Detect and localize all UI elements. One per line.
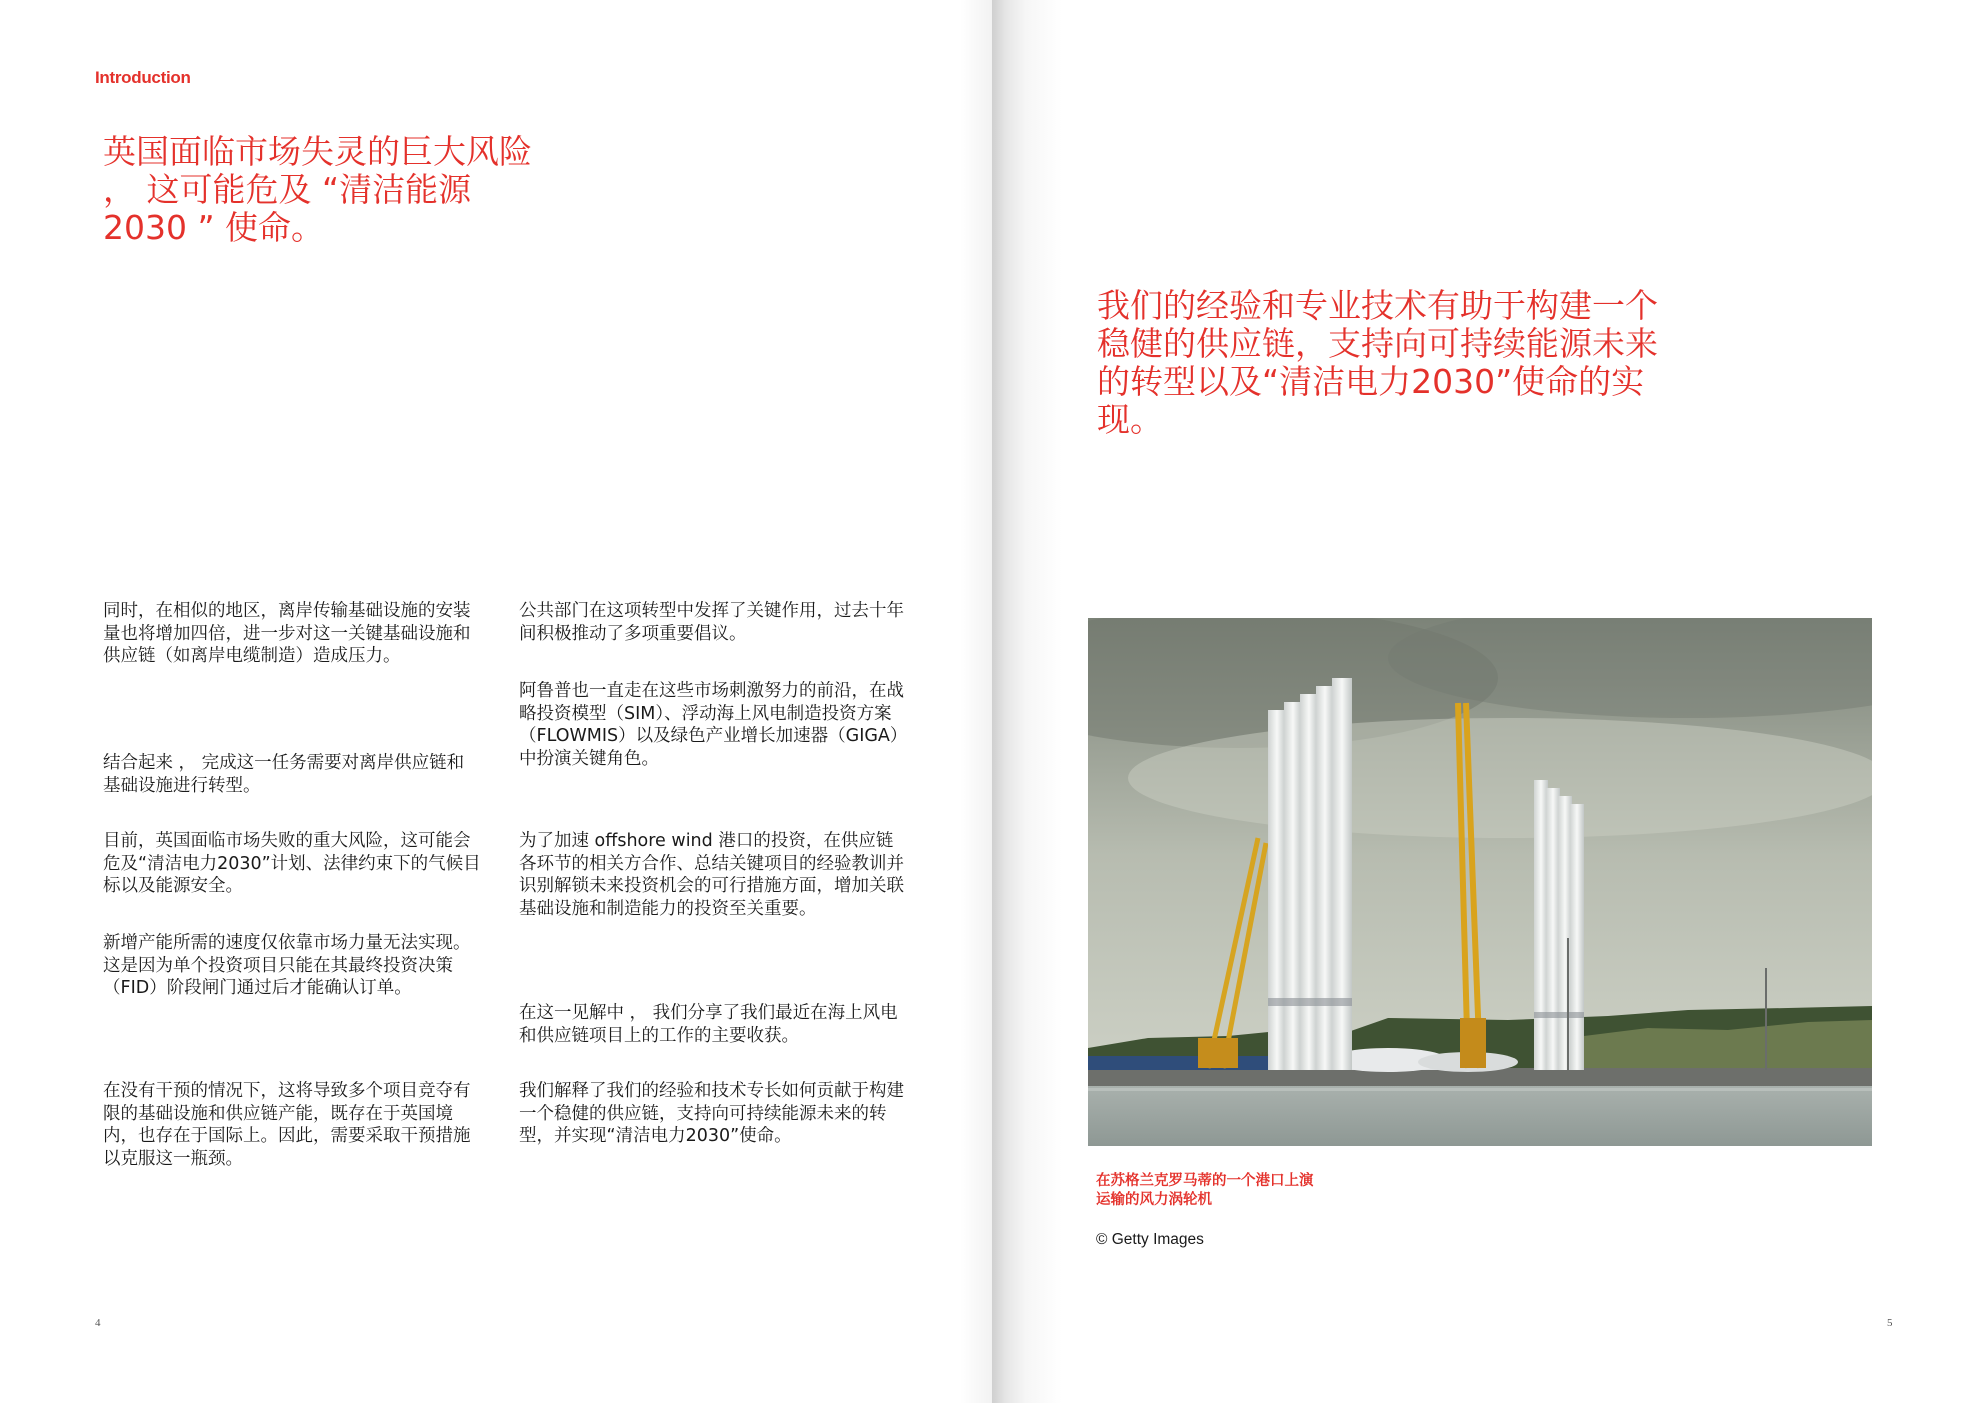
wind-turbine-port-photo [1088,618,1872,1146]
left-page-heading: 英国面临市场失灵的巨大风险 ， 这可能危及 “清洁能源2030 ” 使命。 [103,132,532,247]
photo-credit: © Getty Images [1096,1231,1204,1248]
body-paragraph: 结合起来 ， 完成这一任务需要对离岸供应链和基础设施进行转型。 [103,753,465,796]
body-paragraph: 阿鲁普也一直走在这些市场刺激努力的前沿，在战略投资模型（SIM）、浮动海上风电制造投资方案（FLOWMIS）以及绿色产业增长加速器（GIGA）中扮演关键角色。 [519,681,904,769]
page-number: 5 [1887,1317,1893,1329]
spine-shadow [960,0,992,1403]
body-paragraph: 在这一见解中 ， 我们分享了我们最近在海上风电和供应链项目上的工作的主要收获。 [519,1003,898,1046]
body-paragraph: 我们解释了我们的经验和技术专长如何贡献于构建一个稳健的供应链，支持向可持续能源未来的转型，并实现“清洁电力2030”使命。 [519,1081,904,1146]
body-paragraph: 新增产能所需的速度仅依靠市场力量无法实现。这是因为单个投资项目只能在其最终投资决策（FID）阶段闸门通过后才能确认订单。 [103,933,471,998]
right-page-heading: 我们的经验和专业技术有助于构建一个稳健的供应链，支持向可持续能源未来的转型以及“清洁电力2030”使命的实现。 [1097,286,1658,439]
body-paragraph: 目前，英国面临市场失败的重大风险，这可能会危及“清洁电力2030”计划、法律约束下的气候目标以及能源安全。 [103,831,481,896]
body-paragraph: 公共部门在这项转型中发挥了关键作用，过去十年间积极推动了多项重要倡议。 [519,601,904,644]
page-number: 4 [95,1317,101,1329]
body-paragraph: 同时，在相似的地区，离岸传输基础设施的安装量也将增加四倍，进一步对这一关键基础设施和供应链（如离岸电缆制造）造成压力。 [103,601,471,666]
body-paragraph: 为了加速 offshore wind 港口的投资，在供应链各环节的相关方合作、总结关键项目的经验教训并识别解锁未来投资机会的可行措施方面，增加关联基础设施和制造能力的投资至关重要。 [519,831,904,919]
photo-caption: 在苏格兰克罗马蒂的一个港口上演运输的风力涡轮机 [1096,1173,1314,1208]
section-label: Introduction [95,68,191,87]
body-paragraph: 在没有干预的情况下，这将导致多个项目竞夺有限的基础设施和供应链产能，既存在于英国境内，也存在于国际上。因此，需要采取干预措施以克服这一瓶颈。 [103,1081,471,1169]
